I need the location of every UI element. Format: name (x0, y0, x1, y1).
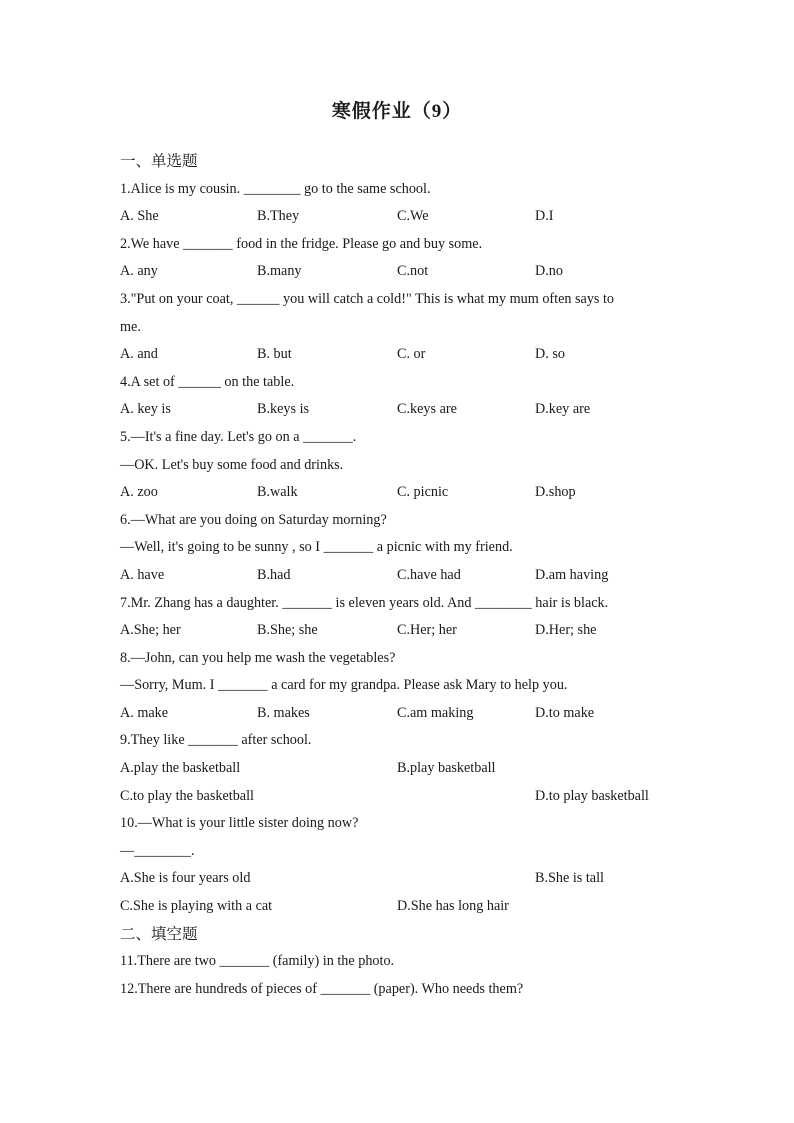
question-8-reply: —Sorry, Mum. I _______ a card for my grandpa. Please ask Mary to help you. (120, 677, 568, 694)
question-9-stem: 9.They like _______ after school. (120, 732, 312, 749)
option-b: B.They (257, 208, 300, 225)
question-2-stem: 2.We have _______ food in the fridge. Please go and buy some. (120, 235, 483, 252)
option-c: C. picnic (397, 484, 449, 501)
option-d: D.key are (535, 401, 591, 418)
option-c: C.to play the basketball (120, 787, 254, 804)
question-3-stem-continued: me. (120, 318, 141, 335)
option-b: B.She is tall (535, 870, 604, 887)
option-a: A. She (120, 208, 159, 225)
question-7-stem: 7.Mr. Zhang has a daughter. _______ is eleven years old. And ________ hair is black. (120, 594, 609, 611)
option-b: B.She; she (257, 622, 318, 639)
option-d: D.to make (535, 704, 595, 721)
option-c: C.Her; her (397, 622, 457, 639)
option-d: D.am having (535, 566, 609, 583)
section-heading-fill-blank: 二、填空题 (120, 925, 198, 943)
option-b: B.many (257, 263, 302, 280)
question-9-options-row-2 (120, 783, 680, 811)
question-4-options (120, 396, 680, 424)
exercise-body (120, 148, 680, 1003)
option-a: A. key is (120, 401, 171, 418)
option-d: D. so (535, 346, 565, 363)
question-6-stem: 6.—What are you doing on Saturday morning? (120, 511, 387, 528)
question-3-stem: 3."Put on your coat, ______ you will catch a cold!" This is what my mum often says to (120, 290, 615, 307)
section-heading-single-choice: 一、单选题 (120, 153, 198, 170)
option-a: A. have (120, 566, 165, 583)
option-b: B.keys is (257, 401, 310, 418)
option-b: B.walk (257, 484, 298, 501)
option-b: B. makes (257, 704, 310, 721)
option-d: D.Her; she (535, 622, 597, 639)
option-d: D.no (535, 263, 563, 280)
option-c: C.keys are (397, 401, 457, 418)
question-12-stem: 12.There are hundreds of pieces of _______ (paper). Who needs them? (120, 980, 524, 997)
question-8-stem: 8.—John, can you help me wash the vegetables? (120, 649, 396, 666)
question-6-options (120, 562, 680, 590)
question-10-options-row-1 (120, 865, 680, 893)
question-6-reply: —Well, it's going to be sunny , so I _______ a picnic with my friend. (120, 539, 513, 556)
question-5-stem: 5.—It's a fine day. Let's go on a _______. (120, 428, 357, 445)
question-4-stem: 4.A set of ______ on the table. (120, 373, 295, 390)
option-a: A. and (120, 346, 158, 363)
option-d: D.I (535, 208, 554, 225)
option-a: A. make (120, 704, 169, 721)
option-d: D.She has long hair (397, 898, 509, 915)
option-c: C.We (397, 208, 429, 225)
question-1-options (120, 203, 680, 231)
option-b: B.had (257, 566, 291, 583)
question-10-reply: —________. (120, 842, 195, 859)
question-10-options-row-2 (120, 893, 680, 921)
question-5-reply: —OK. Let's buy some food and drinks. (120, 456, 344, 473)
option-b: B.play basketball (397, 760, 496, 777)
question-10-stem: 10.—What is your little sister doing now? (120, 815, 359, 832)
question-8-options (120, 700, 680, 728)
question-1-stem: 1.Alice is my cousin. ________ go to the same school. (120, 180, 431, 197)
question-7-options (120, 617, 680, 645)
option-c: C.not (397, 263, 429, 280)
option-d: D.to play basketball (535, 787, 649, 804)
option-a: A. any (120, 263, 158, 280)
question-11-stem: 11.There are two _______ (family) in the photo. (120, 953, 395, 970)
option-a: A.play the basketball (120, 760, 241, 777)
question-9-options-row-1 (120, 755, 680, 783)
question-3-options (120, 341, 680, 369)
option-c: C. or (397, 346, 426, 363)
option-d: D.shop (535, 484, 576, 501)
question-5-options (120, 479, 680, 507)
option-c: C.have had (397, 566, 461, 583)
question-2-options (120, 258, 680, 286)
option-a: A.She is four years old (120, 870, 251, 887)
option-a: A.She; her (120, 622, 181, 639)
option-c: C.am making (397, 704, 474, 721)
option-a: A. zoo (120, 484, 158, 501)
option-c: C.She is playing with a cat (120, 898, 273, 915)
page-title: 寒假作业（9） (331, 101, 463, 122)
option-b: B. but (257, 346, 292, 363)
